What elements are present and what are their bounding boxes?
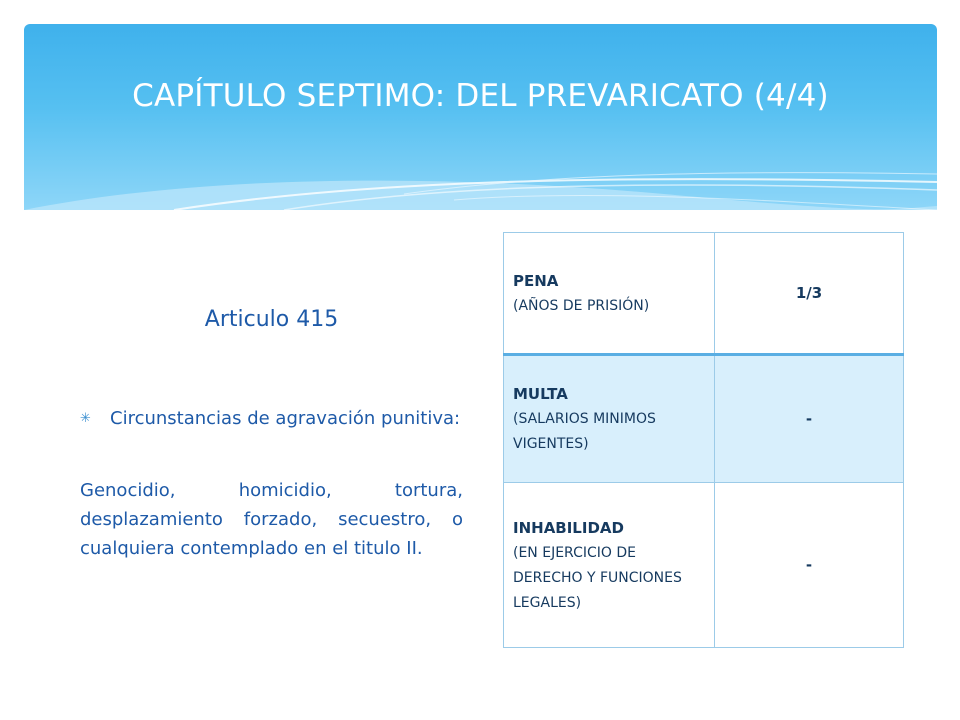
wave-decoration [24, 24, 937, 210]
offenses-paragraph: Genocidio, homicidio, tortura, desplazamiento forzado, secuestro, o cualquiera contemplado en el titulo II. [80, 480, 463, 559]
row-value: - [714, 483, 903, 648]
article-heading: Articulo 415 [204, 307, 339, 332]
row-value: - [714, 355, 903, 483]
bullet-item [80, 405, 463, 433]
row-sub: (AÑOS DE PRISIÓN) [513, 297, 650, 314]
title-banner [24, 24, 937, 210]
row-sub: (EN EJERCICIO DE DERECHO Y FUNCIONES LEGALES) [513, 544, 682, 611]
row-head: MULTA [513, 385, 568, 403]
row-head: INHABILIDAD [513, 518, 624, 537]
row-value: 1/3 [714, 233, 903, 355]
row-label [504, 233, 715, 355]
table-row [504, 483, 904, 648]
row-sub: (SALARIOS MINIMOS VIGENTES) [513, 411, 656, 452]
table-row [504, 355, 904, 483]
row-head: PENA [513, 271, 559, 290]
bullet-text: Circunstancias de agravación punitiva: [110, 408, 461, 429]
star-bullet-icon: ✳ [80, 411, 91, 426]
row-label [504, 483, 715, 648]
slide-title: CAPÍTULO SEPTIMO: DEL PREVARICATO (4/4) [132, 78, 829, 114]
penalty-table [503, 232, 904, 648]
table-row [504, 233, 904, 355]
row-label [504, 355, 715, 483]
